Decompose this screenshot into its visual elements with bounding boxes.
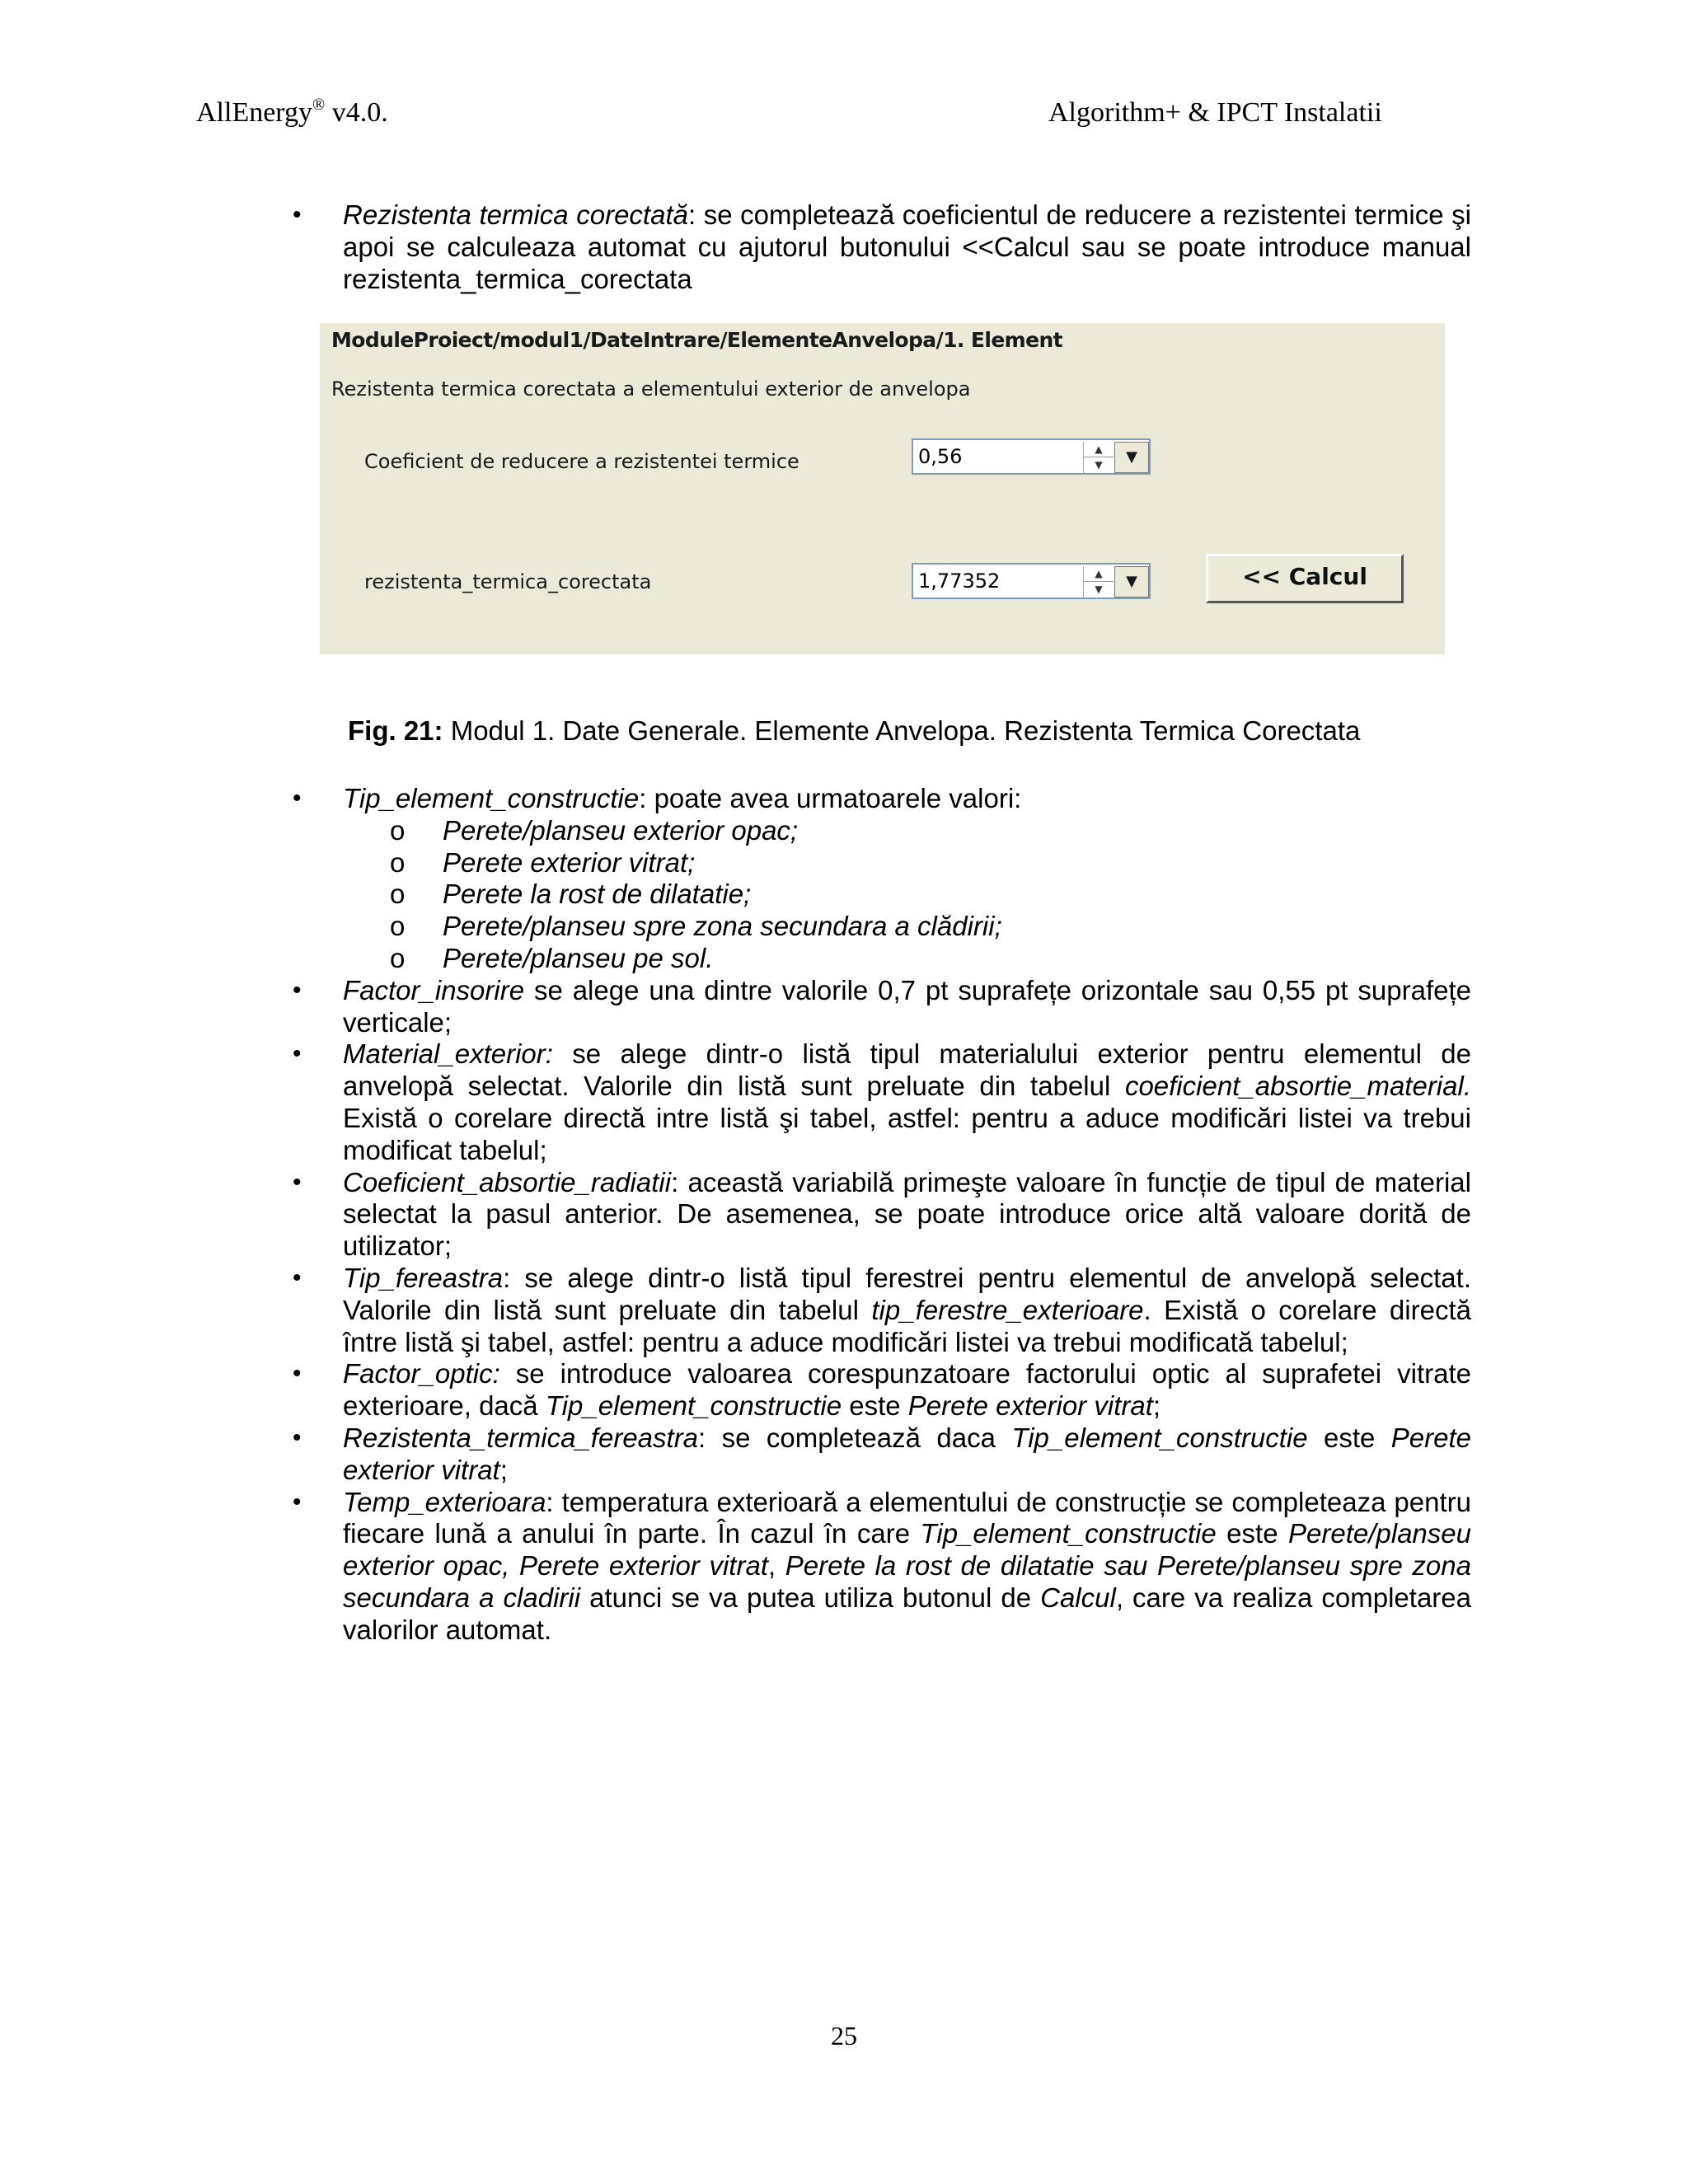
- header-company: Algorithm+ & IPCT Instalatii: [1048, 97, 1382, 128]
- item-text: este: [1307, 1422, 1391, 1453]
- list-item: [293, 1422, 1471, 1487]
- term: Temp_exterioara: [343, 1486, 546, 1517]
- item-text: se alege dintr-o listă tipul materialului exterior pentru elementul de anvelopă selectat. Valorile din listă sunt preluate din tabelul: [343, 1038, 1471, 1102]
- header-brand: AllEnergy: [196, 97, 313, 128]
- value: Perete exterior vitrat: [907, 1390, 1153, 1422]
- list-item: [293, 1167, 1471, 1263]
- spin-arrows[interactable]: [1083, 566, 1114, 598]
- term: Factor_insorire: [343, 974, 525, 1005]
- spin-down-icon[interactable]: ▼: [1095, 459, 1103, 471]
- figure-label: Fig. 21:: [348, 715, 443, 746]
- option-item: o Perete/planseu exterior opac;: [343, 815, 1471, 847]
- reduction-coefficient-spinner[interactable]: [912, 438, 1151, 475]
- corrected-resistance-spinner[interactable]: [912, 563, 1151, 599]
- corrected-resistance-input[interactable]: [918, 569, 1075, 593]
- item-text: : se completează daca: [698, 1422, 1012, 1453]
- item-text: este: [842, 1390, 908, 1422]
- header-product: [196, 97, 388, 129]
- panel-subtitle: Rezistenta termica corectata a elementului exterior de anvelopa: [331, 377, 971, 401]
- list-item: [293, 783, 1471, 975]
- figure-text: Modul 1. Date Generale. Elemente Anvelopa. Rezistenta Termica Corectata: [443, 715, 1361, 746]
- figure-caption: [348, 715, 1360, 747]
- item-text: : temperatura exterioară a elementului de construcție se completeaza pentru fiecare lună a anului în parte. În cazul în care: [343, 1486, 1471, 1549]
- list-item: [293, 1487, 1471, 1647]
- item-text: se introduce valoarea corespunzatoare factorului optic al suprafetei vitrate exterioare, dacă: [343, 1358, 1471, 1422]
- item-text: : această variabilă primeşte valoare în funcție de tipul de material selectat la pasul anterior. De asemenea, se poate introduce orice altă valoare dorită de utilizator;: [343, 1166, 1471, 1262]
- calcul-button[interactable]: << Calcul: [1206, 554, 1404, 603]
- dropdown-arrow-icon[interactable]: ▼: [1114, 442, 1149, 473]
- ref: Tip_element_constructie: [920, 1518, 1217, 1549]
- item-text: . Există o corelare directă între listă şi tabel, astfel: pentru a aduce modificări listei va trebui modificată tabelul;: [343, 1294, 1471, 1357]
- item-text: ,: [767, 1550, 785, 1582]
- table-ref: tip_ferestre_exterioare: [871, 1294, 1144, 1325]
- item-text: : poate avea urmatoarele valori:: [639, 783, 1022, 813]
- value: Calcul: [1040, 1582, 1116, 1613]
- corrected-resistance-label: rezistenta_termica_corectata: [364, 570, 652, 593]
- intro-paragraph: [293, 199, 1471, 295]
- value: Perete/planseu exterior opac, Perete exterior vitrat: [343, 1518, 1471, 1582]
- term: Material_exterior:: [343, 1038, 553, 1070]
- item-text: atunci se va putea utiliza butonul de: [580, 1582, 1041, 1613]
- intro-text: : se completează coeficientul de reducere a rezistentei termice şi apoi se calculeaza automat cu ajutorul butonului <<Calcul sau se poate introduce manual rezistenta_termica_corectata: [343, 199, 1471, 294]
- item-text: se alege una dintre valorile 0,7 pt suprafețe orizontale sau 0,55 pt suprafețe verticale;: [343, 974, 1471, 1038]
- term: Tip_element_constructie: [343, 783, 640, 813]
- spin-up-icon[interactable]: ▲: [1084, 442, 1114, 457]
- bullet-icon: •: [293, 201, 302, 228]
- item-text: , care va realiza completarea valorilor automat.: [343, 1582, 1472, 1645]
- option-item: o Perete/planseu spre zona secundara a clădirii;: [343, 911, 1471, 943]
- list-item: [293, 1038, 1471, 1166]
- spin-down-icon[interactable]: ▼: [1095, 583, 1103, 595]
- value: Perete la rost de dilatatie sau Perete/planseu spre zona secundara a cladirii: [343, 1550, 1471, 1613]
- options-list: [343, 815, 1471, 975]
- ref: Tip_element_constructie: [545, 1390, 842, 1422]
- panel-path: ModuleProiect/modul1/DateIntrare/ElementeAnvelopa/1. Element: [331, 328, 1063, 352]
- spin-up-icon[interactable]: ▲: [1084, 566, 1114, 582]
- reduction-coefficient-label: Coeficient de reducere a rezistentei termice: [364, 450, 799, 473]
- term: Tip_fereastra: [343, 1262, 504, 1293]
- term: Rezistenta_termica_fereastra: [343, 1422, 699, 1453]
- parameter-list: [293, 783, 1471, 1647]
- ref: Tip_element_constructie: [1011, 1422, 1308, 1453]
- item-text: este: [1216, 1518, 1288, 1549]
- registered-mark: ®: [312, 96, 326, 114]
- item-text: : se alege dintr-o listă tipul ferestrei pentru elementul de anvelopă selectat. Valorile din listă sunt preluate din tabelul: [343, 1262, 1471, 1325]
- page-number: 25: [831, 2021, 857, 2050]
- screenshot-panel: [320, 323, 1445, 654]
- header-version: v4.0.: [325, 97, 388, 128]
- term: Factor_optic:: [343, 1358, 500, 1390]
- table-ref: coeficient_absortie_material.: [1124, 1071, 1471, 1102]
- item-text: ;: [499, 1454, 508, 1485]
- reduction-coefficient-input[interactable]: [918, 445, 1075, 468]
- option-item: o Perete/planseu pe sol.: [343, 943, 1471, 975]
- list-item: [293, 1263, 1471, 1358]
- list-item: [293, 1358, 1471, 1422]
- item-text: ;: [1152, 1390, 1161, 1422]
- intro-term: Rezistenta termica corectată: [343, 199, 688, 230]
- value: Perete exterior vitrat: [343, 1422, 1471, 1485]
- option-item: o Perete la rost de dilatatie;: [343, 879, 1471, 911]
- option-item: o Perete exterior vitrat;: [343, 847, 1471, 879]
- term: Coeficient_absortie_radiatii: [343, 1166, 672, 1197]
- item-text: Există o corelare directă intre listă şi tabel, astfel: pentru a aduce modificări listei va trebui modificat tabelul;: [343, 1102, 1471, 1165]
- spin-arrows[interactable]: [1083, 442, 1114, 473]
- list-item: [293, 975, 1471, 1039]
- dropdown-arrow-icon[interactable]: ▼: [1114, 566, 1149, 598]
